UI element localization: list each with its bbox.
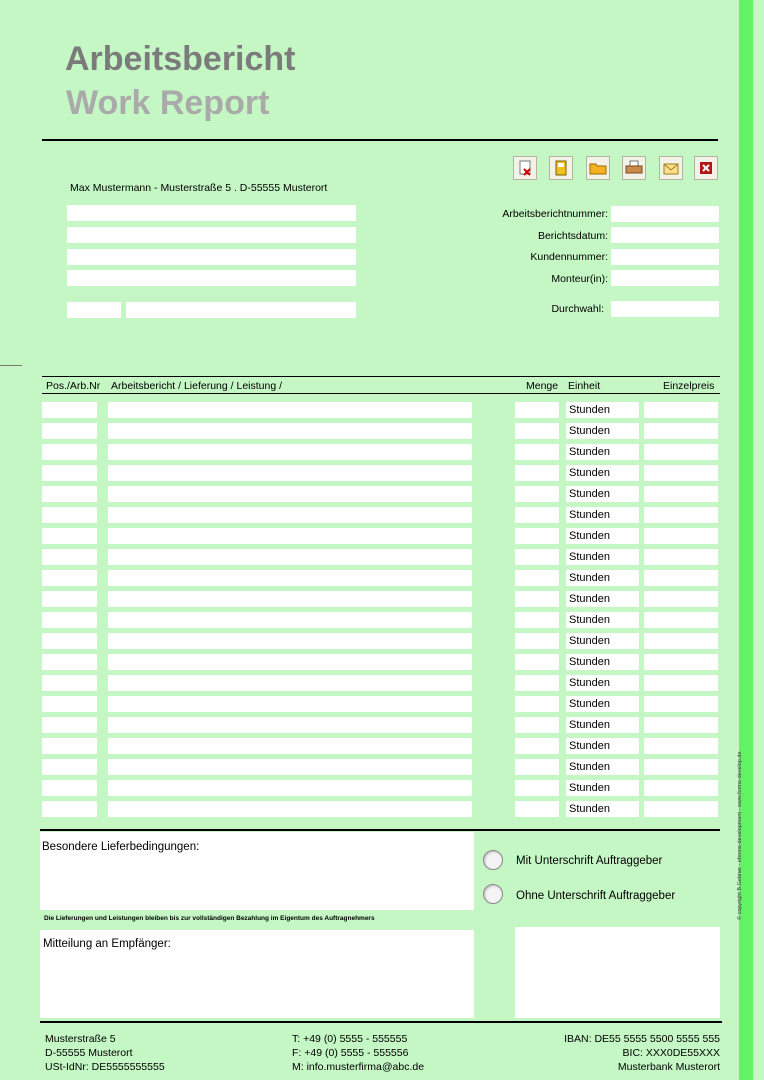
row-price-field[interactable] <box>644 402 718 418</box>
row-pos-field[interactable] <box>42 780 97 796</box>
row-unit-field[interactable]: Stunden <box>566 612 639 628</box>
row-desc-field[interactable] <box>108 696 472 712</box>
row-desc-field[interactable] <box>108 738 472 754</box>
row-price-field[interactable] <box>644 675 718 691</box>
row-qty-field[interactable] <box>515 549 559 565</box>
footer-city: D-55555 Musterort <box>45 1047 133 1059</box>
row-qty-field[interactable] <box>515 801 559 817</box>
row-price-field[interactable] <box>644 738 718 754</box>
header-rule <box>42 139 718 141</box>
recipient-line-3[interactable] <box>67 249 356 265</box>
row-qty-field[interactable] <box>515 675 559 691</box>
row-qty-field[interactable] <box>515 612 559 628</box>
ownership-note: Die Lieferungen und Leistungen bleiben bis zur vollständigen Bezahlung im Eigentum des Auftragnehmers <box>44 915 375 922</box>
save-icon <box>553 160 569 176</box>
table-top-rule <box>42 376 720 377</box>
row-desc-field[interactable] <box>108 759 472 775</box>
row-unit-field[interactable]: Stunden <box>566 570 639 586</box>
row-unit-field[interactable]: Stunden <box>566 654 639 670</box>
row-qty-field[interactable] <box>515 780 559 796</box>
row-qty-field[interactable] <box>515 528 559 544</box>
row-pos-field[interactable] <box>42 591 97 607</box>
row-qty-field[interactable] <box>515 654 559 670</box>
report-number-label: Arbeitsberichtnummer: <box>502 208 608 220</box>
technician-field[interactable] <box>611 270 719 286</box>
close-icon <box>698 160 714 176</box>
fold-mark <box>0 365 22 366</box>
row-unit-field[interactable]: Stunden <box>566 780 639 796</box>
row-unit-field[interactable]: Stunden <box>566 402 639 418</box>
row-price-field[interactable] <box>644 465 718 481</box>
email-icon <box>662 160 680 176</box>
signature-box[interactable] <box>515 927 720 1018</box>
without-signature-radio[interactable] <box>483 884 503 904</box>
row-pos-field[interactable] <box>42 696 97 712</box>
row-pos-field[interactable] <box>42 549 97 565</box>
footer-address <box>45 1032 165 1074</box>
row-desc-field[interactable] <box>108 423 472 439</box>
message-label: Mitteilung an Empfänger: <box>43 938 171 950</box>
footer-rule <box>40 1021 722 1023</box>
row-qty-field[interactable] <box>515 738 559 754</box>
col-price-header: Einzelpreis <box>663 380 715 392</box>
footer-iban: IBAN: DE55 5555 5500 5555 555 <box>564 1033 720 1045</box>
row-unit-field[interactable]: Stunden <box>566 696 639 712</box>
row-qty-field[interactable] <box>515 570 559 586</box>
row-desc-field[interactable] <box>108 780 472 796</box>
footer-vat-id: USt-IdNr: DE5555555555 <box>45 1061 165 1073</box>
row-unit-field[interactable]: Stunden <box>566 444 639 460</box>
technician-label: Monteur(in): <box>551 273 608 285</box>
with-signature-radio[interactable] <box>483 850 503 870</box>
row-pos-field[interactable] <box>42 486 97 502</box>
customer-number-field[interactable] <box>611 249 719 265</box>
open-folder-icon <box>589 160 607 176</box>
customer-number-label: Kundennummer: <box>530 251 608 263</box>
col-pos-header: Pos./Arb.Nr <box>46 380 101 392</box>
print-button[interactable] <box>622 156 646 180</box>
row-price-field[interactable] <box>644 801 718 817</box>
extension-field[interactable] <box>611 301 719 317</box>
row-price-field[interactable] <box>644 423 718 439</box>
row-qty-field[interactable] <box>515 507 559 523</box>
open-button[interactable] <box>586 156 610 180</box>
recipient-zip[interactable] <box>67 302 121 318</box>
row-unit-field[interactable]: Stunden <box>566 675 639 691</box>
row-price-field[interactable] <box>644 444 718 460</box>
row-pos-field[interactable] <box>42 507 97 523</box>
row-desc-field[interactable] <box>108 612 472 628</box>
row-qty-field[interactable] <box>515 444 559 460</box>
row-unit-field[interactable]: Stunden <box>566 759 639 775</box>
row-pos-field[interactable] <box>42 675 97 691</box>
row-desc-field[interactable] <box>108 591 472 607</box>
row-pos-field[interactable] <box>42 570 97 586</box>
row-price-field[interactable] <box>644 612 718 628</box>
without-signature-label: Ohne Unterschrift Auftraggeber <box>516 890 676 902</box>
row-unit-field[interactable]: Stunden <box>566 717 639 733</box>
col-qty-header: Menge <box>526 380 559 392</box>
row-desc-field[interactable] <box>108 654 472 670</box>
recipient-line-1[interactable] <box>67 205 356 221</box>
row-pos-field[interactable] <box>42 738 97 754</box>
footer-phone: T: +49 (0) 5555 - 555555 <box>292 1033 408 1045</box>
row-desc-field[interactable] <box>108 486 472 502</box>
row-desc-field[interactable] <box>108 633 472 649</box>
footer-contact <box>292 1032 424 1074</box>
recipient-line-4[interactable] <box>67 270 356 286</box>
footer-bank-name: Musterbank Musterort <box>617 1061 720 1073</box>
row-desc-field[interactable] <box>108 402 472 418</box>
row-price-field[interactable] <box>644 549 718 565</box>
print-icon <box>625 160 643 176</box>
new-document-button[interactable] <box>513 156 537 180</box>
row-price-field[interactable] <box>644 591 718 607</box>
row-desc-field[interactable] <box>108 507 472 523</box>
row-pos-field[interactable] <box>42 633 97 649</box>
row-pos-field[interactable] <box>42 801 97 817</box>
table-header-rule <box>42 393 720 394</box>
row-pos-field[interactable] <box>42 402 97 418</box>
row-qty-field[interactable] <box>515 486 559 502</box>
row-price-field[interactable] <box>644 654 718 670</box>
row-qty-field[interactable] <box>515 633 559 649</box>
row-pos-field[interactable] <box>42 465 97 481</box>
row-price-field[interactable] <box>644 507 718 523</box>
row-qty-field[interactable] <box>515 717 559 733</box>
row-price-field[interactable] <box>644 633 718 649</box>
row-unit-field[interactable]: Stunden <box>566 507 639 523</box>
row-price-field[interactable] <box>644 780 718 796</box>
row-desc-field[interactable] <box>108 465 472 481</box>
title-german: Arbeitsbericht <box>65 40 296 78</box>
row-desc-field[interactable] <box>108 570 472 586</box>
with-signature-label: Mit Unterschrift Auftraggeber <box>516 855 663 867</box>
row-pos-field[interactable] <box>42 654 97 670</box>
row-price-field[interactable] <box>644 570 718 586</box>
recipient-city[interactable] <box>126 302 356 318</box>
row-pos-field[interactable] <box>42 612 97 628</box>
terms-box[interactable] <box>40 832 474 910</box>
row-desc-field[interactable] <box>108 801 472 817</box>
row-pos-field[interactable] <box>42 759 97 775</box>
row-qty-field[interactable] <box>515 402 559 418</box>
row-price-field[interactable] <box>644 759 718 775</box>
row-qty-field[interactable] <box>515 759 559 775</box>
row-qty-field[interactable] <box>515 423 559 439</box>
row-unit-field[interactable]: Stunden <box>566 528 639 544</box>
recipient-line-2[interactable] <box>67 227 356 243</box>
report-date-field[interactable] <box>611 227 719 243</box>
row-desc-field[interactable] <box>108 549 472 565</box>
footer-fax: F: +49 (0) 5555 - 555556 <box>292 1047 409 1059</box>
col-desc-header: Arbeitsbericht / Lieferung / Leistung / <box>111 380 283 392</box>
row-price-field[interactable] <box>644 528 718 544</box>
row-price-field[interactable] <box>644 486 718 502</box>
row-pos-field[interactable] <box>42 423 97 439</box>
row-unit-field[interactable]: Stunden <box>566 738 639 754</box>
row-desc-field[interactable] <box>108 528 472 544</box>
row-unit-field[interactable]: Stunden <box>566 549 639 565</box>
footer-email: M: info.musterfirma@abc.de <box>292 1061 425 1073</box>
row-price-field[interactable] <box>644 696 718 712</box>
message-box[interactable] <box>40 930 474 1018</box>
row-price-field[interactable] <box>644 717 718 733</box>
row-pos-field[interactable] <box>42 528 97 544</box>
row-pos-field[interactable] <box>42 444 97 460</box>
row-desc-field[interactable] <box>108 675 472 691</box>
row-desc-field[interactable] <box>108 444 472 460</box>
row-unit-field[interactable]: Stunden <box>566 486 639 502</box>
row-unit-field[interactable]: Stunden <box>566 591 639 607</box>
row-unit-field[interactable]: Stunden <box>566 423 639 439</box>
row-unit-field[interactable]: Stunden <box>566 801 639 817</box>
footer-bank <box>520 1032 720 1074</box>
sender-line: Max Mustermann - Musterstraße 5 . D-55555 Musterort <box>70 182 328 194</box>
row-qty-field[interactable] <box>515 696 559 712</box>
report-number-field[interactable] <box>611 206 719 222</box>
row-unit-field[interactable]: Stunden <box>566 633 639 649</box>
row-qty-field[interactable] <box>515 591 559 607</box>
copyright-text: © copyright B.Gebner - eforms-development - www.forms-develop.de <box>737 751 743 920</box>
row-pos-field[interactable] <box>42 717 97 733</box>
row-unit-field[interactable]: Stunden <box>566 465 639 481</box>
email-button[interactable] <box>659 156 683 180</box>
new-doc-icon <box>517 160 533 176</box>
col-unit-header: Einheit <box>568 380 601 392</box>
report-date-label: Berichtsdatum: <box>537 230 608 242</box>
footer-bic: BIC: XXX0DE55XXX <box>622 1047 720 1059</box>
save-button[interactable] <box>549 156 573 180</box>
title-english: Work Report <box>66 84 270 122</box>
terms-label: Besondere Lieferbedingungen: <box>42 841 200 853</box>
row-qty-field[interactable] <box>515 465 559 481</box>
extension-label: Durchwahl: <box>551 303 604 315</box>
close-button[interactable] <box>694 156 718 180</box>
table-bottom-rule <box>40 829 720 831</box>
row-desc-field[interactable] <box>108 717 472 733</box>
footer-street: Musterstraße 5 <box>45 1033 116 1045</box>
